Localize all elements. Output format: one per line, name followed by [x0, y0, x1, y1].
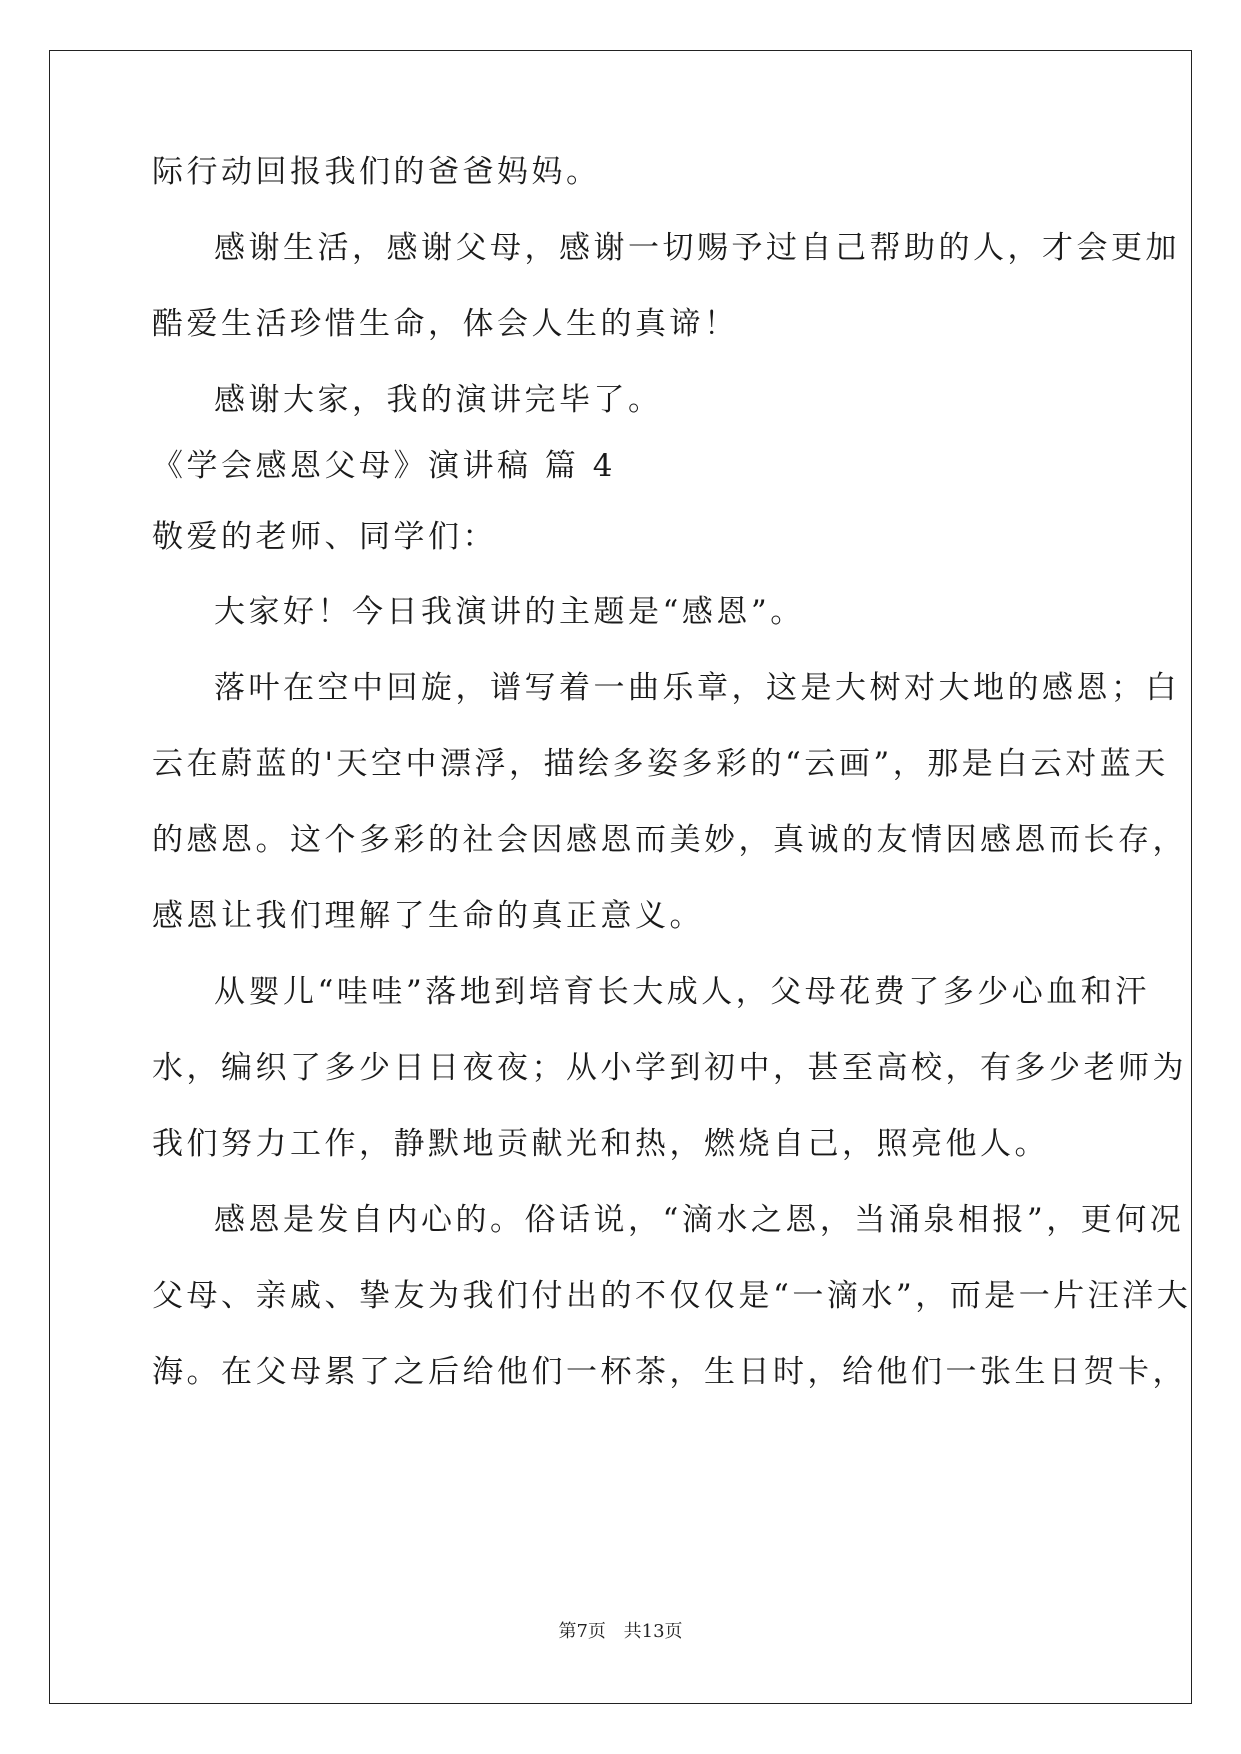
paragraph-line: 感谢生活，感谢父母，感谢一切赐予过自己帮助的人，才会更加 — [214, 230, 1180, 266]
paragraph-line: 酷爱生活珍惜生命，体会人生的真谛！ — [152, 306, 739, 342]
paragraph-line: 际行动回报我们的爸爸妈妈。 — [152, 154, 601, 190]
paragraph-line: 落叶在空中回旋，谱写着一曲乐章，这是大树对大地的感恩；白 — [214, 670, 1180, 706]
paragraph-line: 我们努力工作，静默地贡献光和热，燃烧自己，照亮他人。 — [152, 1126, 1049, 1162]
paragraph-line: 感恩是发自内心的。俗话说，“滴水之恩，当涌泉相报”，更何况 — [214, 1202, 1185, 1238]
page-border — [49, 50, 1192, 1704]
paragraph-line: 父母、亲戚、挚友为我们付出的不仅仅是“一滴水”，而是一片汪洋大 — [152, 1278, 1192, 1314]
paragraph-line: 感谢大家，我的演讲完毕了。 — [214, 382, 663, 418]
paragraph-line: 从婴儿“哇哇”落地到培育长大成人，父母花费了多少心血和汗 — [214, 974, 1150, 1010]
paragraph-line: 感恩让我们理解了生命的真正意义。 — [152, 898, 704, 934]
paragraph-line: 的感恩。这个多彩的社会因感恩而美妙，真诚的友情因感恩而长存， — [152, 822, 1187, 858]
paragraph-line: 水，编织了多少日日夜夜；从小学到初中，甚至高校，有多少老师为 — [152, 1050, 1187, 1086]
page-footer — [0, 1620, 1241, 1644]
page-number-total: 共13页 — [623, 1621, 683, 1642]
section-heading: 《学会感恩父母》演讲稿 篇 4 — [152, 448, 616, 484]
page-number-current: 第7页 — [558, 1621, 606, 1642]
paragraph-line: 大家好！今日我演讲的主题是“感恩”。 — [214, 594, 805, 630]
paragraph-line: 云在蔚蓝的'天空中漂浮，描绘多姿多彩的“云画”，那是白云对蓝天 — [152, 746, 1169, 782]
paragraph-line: 海。在父母累了之后给他们一杯茶，生日时，给他们一张生日贺卡， — [152, 1354, 1187, 1390]
salutation: 敬爱的老师、同学们： — [152, 519, 497, 555]
